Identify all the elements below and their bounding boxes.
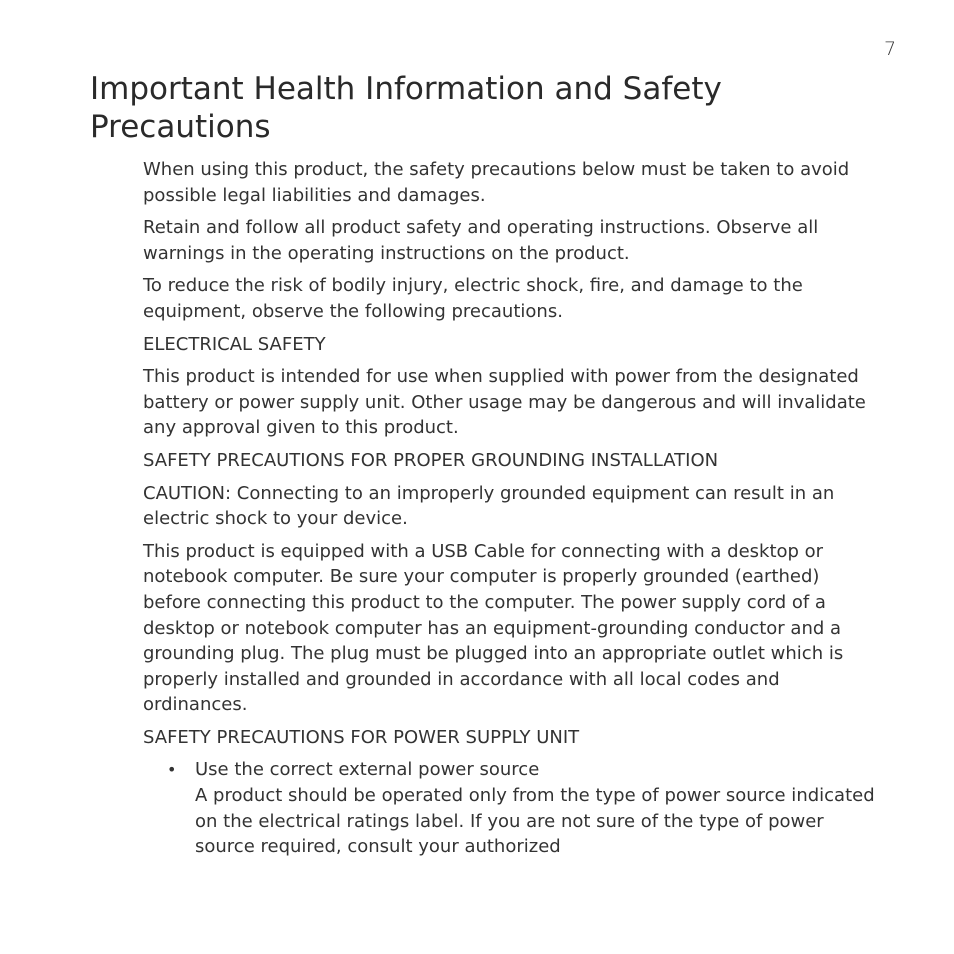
intro-paragraph-3: To reduce the risk of bodily injury, electric shock, fire, and damage to the equipment, observe the following precautions. (143, 275, 803, 322)
grounding-text: This product is equipped with a USB Cable for connecting with a desktop or notebook computer. Be sure your computer is properly grounded (earthed) before connecting this product to the computer. The power supply cord of a desktop or notebook computer has an equipment-grounding conductor and a grounding plug. The plug must be plugged into an appropriate outlet which is properly installed and grounded in accordance with all local codes and ordinances. (143, 540, 844, 716)
document-body (143, 157, 883, 860)
page-title: Important Health Information and Safety Precautions (90, 71, 722, 145)
list-item (143, 757, 883, 859)
grounding-heading: SAFETY PRECAUTIONS FOR PROPER GROUNDING INSTALLATION (143, 449, 719, 471)
electrical-safety-text: This product is intended for use when supplied with power from the designated battery or power supply unit. Other usage may be dangerous and will invalidate any approval given to this product. (143, 366, 866, 439)
intro-paragraph-2: Retain and follow all product safety and operating instructions. Observe all warnings in the operating instructions on the product. (143, 217, 819, 264)
bullet-text: A product should be operated only from the type of power source indicated on the electrical ratings label. If you are not sure of the type of power source required, consult your authorized (195, 785, 875, 858)
grounding-caution: CAUTION: Connecting to an improperly grounded equipment can result in an electric shock to your device. (143, 482, 835, 530)
page-number: 7 (884, 38, 897, 60)
electrical-safety-heading: ELECTRICAL SAFETY (143, 333, 326, 355)
bullet-title: Use the correct external power source (195, 759, 540, 781)
intro-paragraph-1: When using this product, the safety precautions below must be taken to avoid possible legal liabilities and damages. (143, 159, 850, 206)
power-supply-heading: SAFETY PRECAUTIONS FOR POWER SUPPLY UNIT (143, 726, 580, 748)
bullet-icon: • (167, 760, 177, 780)
power-supply-list (143, 757, 883, 859)
